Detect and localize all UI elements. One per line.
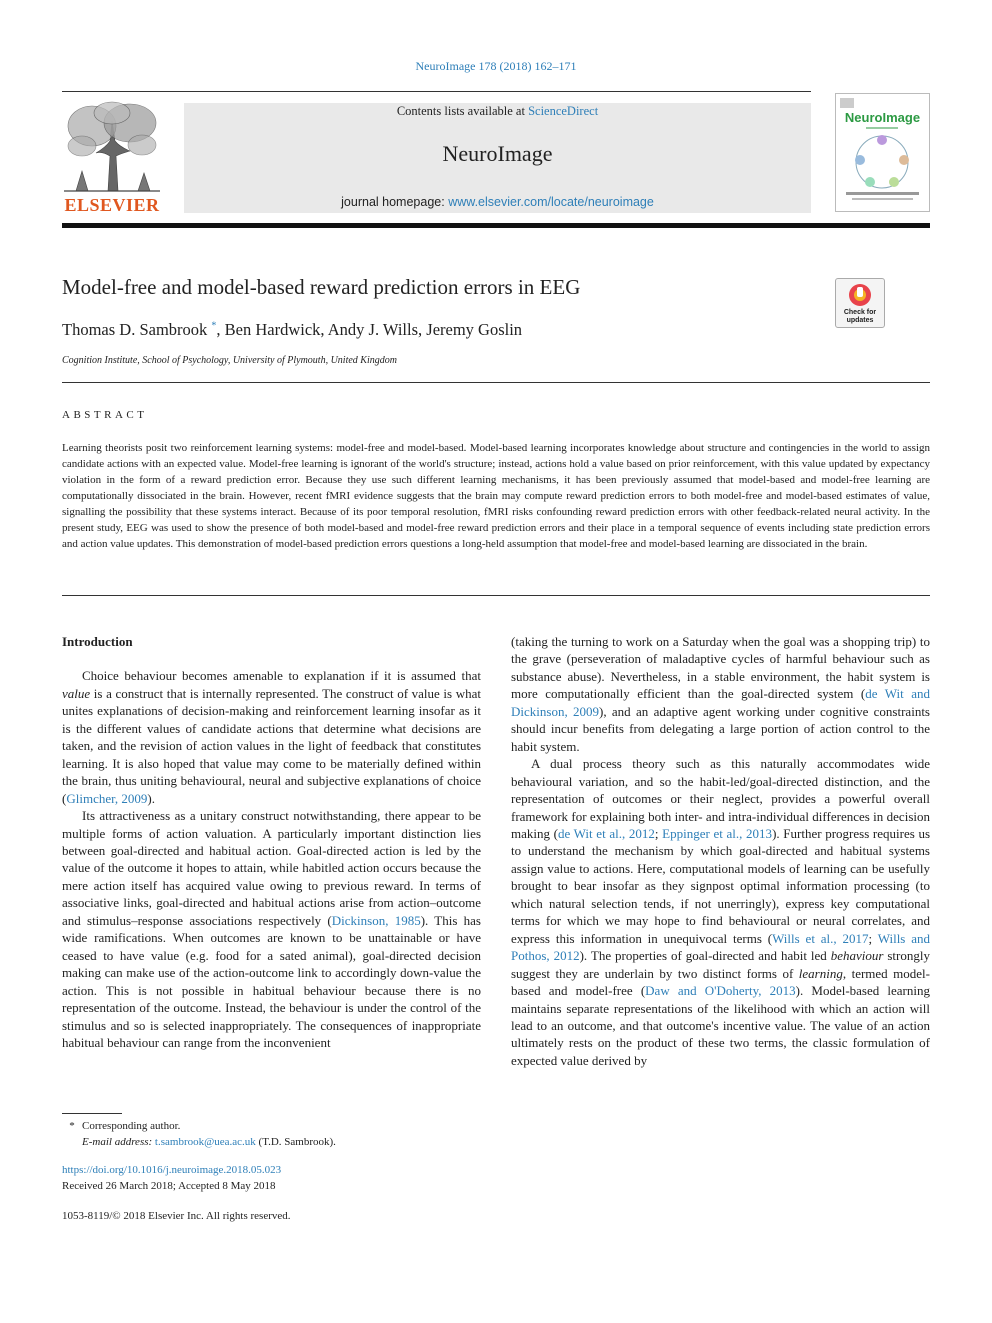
journal-homepage-line bbox=[184, 195, 811, 209]
header-thick-rule bbox=[62, 223, 930, 228]
contents-line bbox=[184, 104, 811, 119]
journal-homepage-link[interactable]: www.elsevier.com/locate/neuroimage bbox=[448, 195, 654, 209]
body-column-left bbox=[62, 633, 481, 1051]
section-heading-introduction: Introduction bbox=[62, 634, 133, 649]
article-meta bbox=[62, 1162, 562, 1194]
sciencedirect-link[interactable]: ScienceDirect bbox=[528, 104, 599, 118]
footnote-text: Corresponding author. bbox=[82, 1120, 181, 1132]
cover-title: NeuroImage bbox=[844, 110, 921, 125]
text-run: ; bbox=[654, 825, 663, 841]
reference-link[interactable]: de Wit et al., 2012 bbox=[557, 825, 655, 841]
text-run: ). bbox=[147, 790, 156, 806]
author-name: Thomas D. Sambrook bbox=[62, 320, 208, 339]
author-affiliation: Cognition Institute, School of Psychology, University of Plymouth, United Kingdom bbox=[62, 355, 397, 366]
header-top-rule bbox=[62, 91, 811, 92]
body-column-right bbox=[511, 633, 930, 1069]
email-label: E-mail address: bbox=[82, 1136, 153, 1148]
body-paragraph bbox=[62, 807, 481, 1051]
text-run: ; bbox=[868, 930, 878, 946]
author-name: Ben Hardwick bbox=[224, 320, 321, 339]
text-run: Its attractiveness as a unitary construct notwithstanding, there appear to be multiple forms of action valuation. A particularly important distinction lies between goal-directed and habitual action. Goal-directed action is led by the value of the outcome it hopes to attain, while habitled action occurs because the mere action itself has acquired value owing to previous reward. In terms of associative links, goal-directed and habitual actions arise from action–outcome and stimulus–response associations respectively ( bbox=[62, 808, 481, 928]
crossmark-icon bbox=[848, 283, 872, 307]
text-run: ), and an adaptive agent working under cognitive constraints should incur benefits from delegating a large portion of action control to the habit system. bbox=[511, 703, 930, 754]
email-link[interactable]: t.sambrook@uea.ac.uk bbox=[154, 1136, 256, 1148]
text-run: ). This has wide ramifications. When outcomes are known to be unattainable or have ceased to have value (e.g. food for a sated animal), goal-directed decision making can make use of the action-outcome link to accordingly down-value the action. This is not possible in habitual behaviour because there is no representation of the outcome. Instead, the behaviour is under the control of the stimulus and so is selected inappropriately. The consequences of inappropriate habitual behaviour can range from the inconvenient bbox=[62, 912, 481, 1050]
email-note bbox=[62, 1134, 562, 1150]
journal-citation[interactable]: NeuroImage 178 (2018) 162–171 bbox=[415, 59, 577, 73]
emphasis-run: learning bbox=[798, 965, 843, 981]
homepage-prefix: journal homepage: bbox=[341, 195, 449, 209]
author-name: Andy J. Wills bbox=[327, 320, 419, 339]
paper-title: Model-free and model-based reward prediction errors in EEG bbox=[62, 275, 581, 299]
email-owner: (T.D. Sambrook). bbox=[258, 1136, 336, 1148]
journal-cover-thumbnail[interactable] bbox=[835, 93, 930, 212]
abstract-heading: ABSTRACT bbox=[62, 409, 148, 421]
abstract-bottom-rule bbox=[62, 595, 930, 596]
reference-link[interactable]: Eppinger et al., 2013 bbox=[662, 825, 773, 841]
check-for-updates-badge[interactable] bbox=[835, 278, 885, 328]
reference-link[interactable]: Dickinson, 1985 bbox=[331, 912, 421, 928]
journal-name: NeuroImage bbox=[442, 141, 553, 166]
reference-link[interactable]: Wills and Pothos, 2012 bbox=[511, 930, 930, 964]
author-separator: , bbox=[418, 320, 427, 339]
text-run: ). Model-based learning maintains separate representations of the likelihood with which an action will lead to an outcome, and that outcome's incentive value. The value of an action ultimately rests on the product of these two terms, the classic formulation of expected value derived by bbox=[511, 983, 930, 1068]
cover-illustration-icon bbox=[836, 94, 929, 211]
text-run: , termed model-based and model-free ( bbox=[511, 965, 930, 999]
body-paragraph bbox=[62, 667, 481, 807]
reference-link[interactable]: Glimcher, 2009 bbox=[66, 790, 148, 806]
text-run: Choice behaviour becomes amenable to explanation if it is assumed that bbox=[82, 668, 481, 684]
crossmark-label: Check for updates bbox=[843, 309, 877, 324]
copyright-notice: 1053-8119/© 2018 Elsevier Inc. All rights reserved. bbox=[62, 1210, 291, 1222]
doi-link[interactable]: https://doi.org/10.1016/j.neuroimage.2018.05.023 bbox=[62, 1164, 282, 1176]
author-list bbox=[62, 320, 522, 340]
text-run: (taking the turning to work on a Saturday when the goal was a shopping trip) to the grave (perseveration of maladaptive cycles of harmful behaviour such as substance abuse). Nevertheless, in a stable environment, the habit system is more computationally efficient than the goal-directed system ( bbox=[511, 634, 930, 702]
text-run: is a construct that is internally represented. The construct of value is what unites explanations of decision-making and reinforcement learning insofar as it is the different values of candidate actions that determine what decisions are taken, and the revision of action values in the light of feedback that constitutes learning. It is also hoped that value may come to be materially defined within the brain, thus uniting behavioural, neural and subjective explanations of choice ( bbox=[62, 685, 481, 806]
reference-link[interactable]: de Wit and Dickinson, 2009 bbox=[511, 686, 931, 719]
reference-link[interactable]: Daw and O'Doherty, 2013 bbox=[645, 983, 796, 999]
elsevier-wordmark: ELSEVIER bbox=[64, 195, 160, 215]
footnote-mark: * bbox=[69, 1120, 75, 1132]
corresponding-author-note bbox=[62, 1118, 562, 1134]
footnotes bbox=[62, 1118, 562, 1150]
abstract-top-rule bbox=[62, 382, 930, 383]
emphasis-run: behaviour bbox=[830, 948, 884, 964]
abstract-text: Learning theorists posit two reinforcement learning systems: model-free and model-based. Model-based learning incorporates knowledge about structure and contingencies in the world to assign candidate actions with an expected value. Model-free learning is ignorant of the world's structure; instead, actions hold a value based on prior reinforcement, with this value updated by expectancy violation in the form of a reward prediction error. Because they use such different learning mechanisms, it has been previously assumed that model-based and model-free learning are computationally dissociated in the brain. However, recent fMRI evidence suggests that the brain may compute reward prediction errors to both model-free and model-based estimates of value, signalling the possibility that these systems interact. Because of its poor temporal resolution, fMRI risks confounding reward prediction errors with other feedback-related neural activity. In the present study, EEG was used to show the presence of both model-based and model-free reward prediction errors and their place in a temporal sequence of events including state prediction errors and action value updates. This demonstration of model-based prediction errors questions a long-held assumption that model-free and model-based learning are dissociated in the brain. bbox=[62, 442, 930, 550]
text-run: ). The properties of goal-directed and habit led bbox=[579, 948, 831, 964]
emphasis-run: value bbox=[62, 685, 91, 701]
footnote-rule bbox=[62, 1113, 122, 1114]
contents-prefix: Contents lists available at bbox=[396, 104, 529, 118]
text-run: A dual process theory such as this naturally accommodates wide behavioural variation, and so the habit-led/goal-directed distinction, and the representation of outcomes or their neglect, provides a powerful overall framework for explaining both inter- and intra-individual differences in decision making ( bbox=[511, 756, 930, 841]
corresponding-author-mark[interactable]: * bbox=[211, 320, 217, 332]
text-run: ). Further progress requires us to understand the mechanism by which goal-directed and habitual systems assign value to actions. Here, computational models of learning can be usefully brought to bear insofar as they signpost optimal information processing (to which natural selection tends, if not unerringly), express key computational terms for which we may hope to find behavioural or neural correlates, and express this information in unequivocal terms ( bbox=[511, 825, 931, 946]
body-paragraph bbox=[511, 755, 930, 1069]
author-separator: , bbox=[320, 320, 328, 339]
author-name: Jeremy Goslin bbox=[426, 320, 523, 339]
text-run: strongly suggest they are underlain by two distinct forms of bbox=[511, 948, 930, 981]
reference-link[interactable]: Wills et al., 2017 bbox=[772, 930, 869, 946]
author-separator: , bbox=[216, 320, 225, 339]
received-accepted-dates: Received 26 March 2018; Accepted 8 May 2018 bbox=[62, 1180, 276, 1192]
body-paragraph bbox=[511, 633, 930, 755]
